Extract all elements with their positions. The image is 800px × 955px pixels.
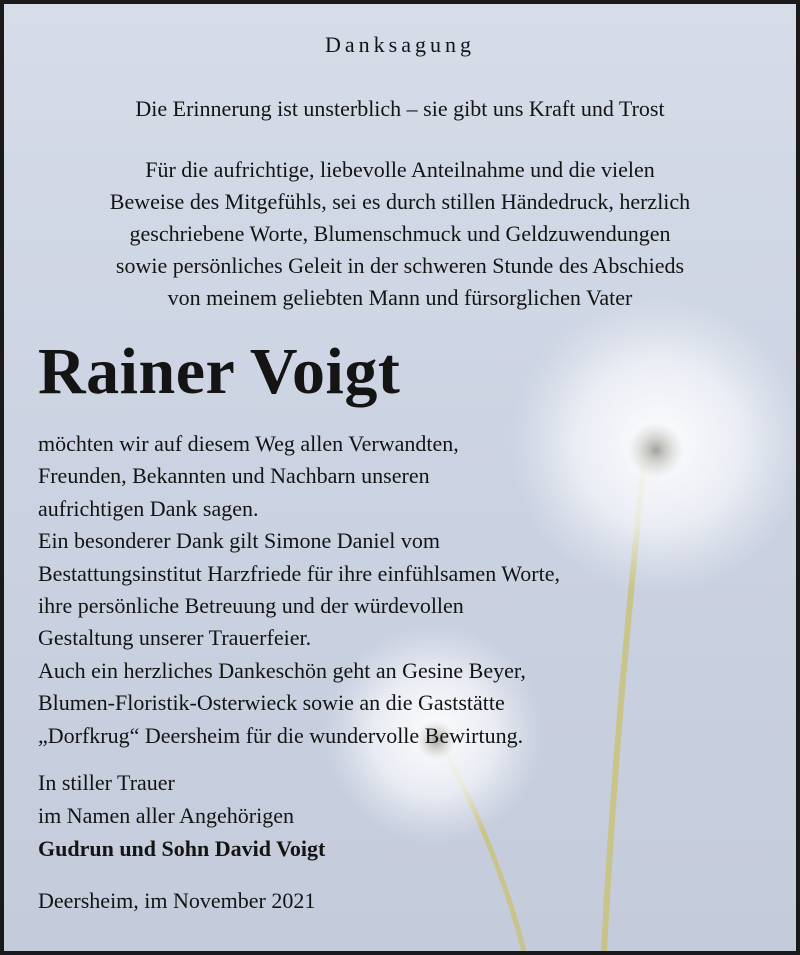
- motto: Die Erinnerung ist unsterblich – sie gibt uns Kraft und Trost: [135, 96, 665, 121]
- body-line: Freunden, Bekannten und Nachbarn unseren: [38, 463, 430, 489]
- signature-relatives: im Namen aller Angehörigen: [38, 803, 294, 828]
- body-line: „Dorfkrug“ Deersheim für die wundervolle Bewirtung.: [38, 722, 524, 748]
- intro-line: Beweise des Mitgefühls, sei es durch stillen Händedruck, herzlich: [109, 189, 691, 214]
- intro-line: Für die aufrichtige, liebevolle Anteilnahme und die vielen: [145, 157, 655, 182]
- deceased-name: Rainer Voigt: [38, 335, 401, 408]
- signature-block: [38, 766, 325, 865]
- body-line: möchten wir auf diesem Weg allen Verwandten,: [38, 431, 459, 456]
- body-line: ihre persönliche Betreuung und der würdevollen: [38, 593, 464, 619]
- body-line: aufrichtigen Dank sagen.: [38, 495, 259, 521]
- intro-line: von meinem geliebten Mann und fürsorglichen Vater: [167, 285, 633, 310]
- body-line: Blumen-Floristik-Osterwieck sowie an die Gaststätte: [38, 690, 505, 716]
- place-date: Deersheim, im November 2021: [38, 888, 316, 913]
- body-line: Bestattungsinstitut Harzfriede für ihre einfühlsamen Worte,: [38, 560, 561, 586]
- thanks-paragraph: [38, 428, 560, 752]
- intro-paragraph: [4, 154, 796, 314]
- body-line: Auch ein herzliches Dankeschön geht an Gesine Beyer,: [38, 657, 526, 683]
- body-line: Gestaltung unserer Trauerfeier.: [38, 625, 312, 651]
- signature-names: Gudrun und Sohn David Voigt: [38, 836, 326, 861]
- body-line: Ein besonderer Dank gilt Simone Daniel vom: [38, 528, 441, 554]
- intro-line: geschriebene Worte, Blumenschmuck und Geldzuwendungen: [129, 221, 671, 246]
- heading-danksagung: Danksagung: [325, 32, 475, 57]
- intro-line: sowie persönliches Geleit in der schweren Stunde des Abschieds: [115, 253, 685, 278]
- signature-mourning: In stiller Trauer: [38, 770, 175, 795]
